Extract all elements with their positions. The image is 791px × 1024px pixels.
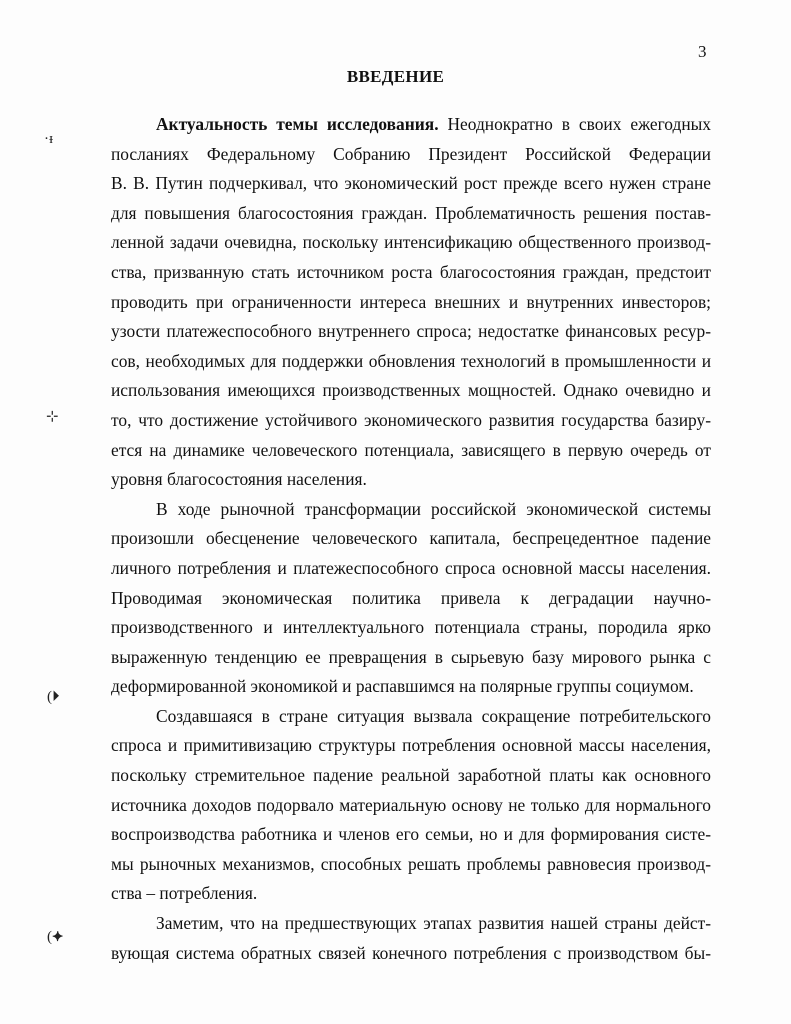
paragraph-3-line: ства – потребления. — [111, 883, 258, 904]
paragraph-1-line: сов, необходимых для поддержки обновления технологий в промышленности и — [111, 350, 711, 371]
paragraph-1-line: уровня благосостояния населения. — [111, 469, 367, 490]
paragraph-3-line: мы рыночных механизмов, способных решать проблемы равновесия производ- — [111, 853, 711, 874]
paragraph-3-line: Создавшаяся в стране ситуация вызвала сокращение потребительского — [156, 705, 711, 726]
paragraph-4-line: вующая система обратных связей конечного потребления с производством бы- — [111, 942, 711, 963]
paragraph-1-line: для повышения благосостояния граждан. Проблематичность решения постав- — [111, 202, 711, 223]
paragraph-2-line: личного потребления и платежеспособного спроса основной массы населения. — [111, 557, 711, 578]
paragraph-2-line: Проводимая экономическая политика привела к деградации научно- — [111, 587, 711, 608]
paragraph-4-line: Заметим, что на предшествующих этапах развития нашей страны дейст- — [156, 913, 711, 934]
paragraph-1-line: узости платежеспособного внутреннего спроса; недостатке финансовых ресур- — [111, 321, 711, 342]
margin-scan-mark-2: ⊹ — [46, 409, 59, 425]
margin-scan-mark-1: ·ᵻ — [44, 131, 54, 147]
paragraph-2-line: деформированной экономикой и распавшимся на полярные группы социумом. — [111, 676, 694, 697]
paragraph-1-line: использования имеющихся производственных мощностей. Однако очевидно и — [111, 380, 711, 401]
paragraph-1-line: ленной задачи очевидна, поскольку интенсификацию общественного производ- — [111, 232, 711, 253]
paragraph-1-line: ства, призванную стать источником роста благосостояния граждан, предстоит — [111, 261, 711, 282]
paragraph-3-line: источника доходов подорвало материальную основу не только для нормального — [111, 794, 711, 815]
paragraph-2-line: выраженную тенденцию ее превращения в сырьевую базу мирового рынка с — [111, 646, 711, 667]
body-text — [111, 110, 711, 968]
margin-scan-mark-4: (⯌ — [47, 929, 64, 945]
paragraph-1-line: ется на динамике человеческого потенциала, зависящего в первую очередь от — [111, 439, 711, 460]
paragraph-3-line: поскольку стремительное падение реальной заработной платы как основного — [111, 765, 711, 786]
paragraph-1-line: В. В. Путин подчеркивал, что экономический рост прежде всего нужен стране — [111, 173, 711, 194]
paragraph-2-line: В ходе рыночной трансформации российской экономической системы — [156, 498, 711, 519]
margin-scan-mark-3: (⏵ — [47, 689, 60, 705]
section-heading: ВВЕДЕНИЕ — [346, 67, 445, 86]
paragraph-1-line — [111, 110, 711, 140]
paragraph-1-line: посланиях Федеральному Собранию Президент Российской Федерации — [111, 143, 711, 164]
paragraph-2-line: производственного и интеллектуального потенциала страны, породила ярко — [111, 617, 711, 638]
paragraph-1-line: проводить при ограниченности интереса внешних и внутренних инвесторов; — [111, 291, 711, 312]
page-number: 3 — [698, 42, 707, 61]
paragraph-2-line: произошли обесценение человеческого капитала, беспрецедентное падение — [111, 528, 711, 549]
paragraph-3-line: воспроизводства работника и членов его семьи, но и для формирования систе- — [111, 824, 711, 845]
paragraph-3-line: спроса и примитивизацию структуры потребления основной массы населения, — [111, 735, 711, 756]
bold-lead: Актуальность темы исследования. — [156, 114, 439, 134]
paragraph-1-line: то, что достижение устойчивого экономического развития государства базиру- — [111, 409, 711, 430]
paragraph-1-line-text: Неоднократно в своих ежегодных — [438, 114, 712, 134]
